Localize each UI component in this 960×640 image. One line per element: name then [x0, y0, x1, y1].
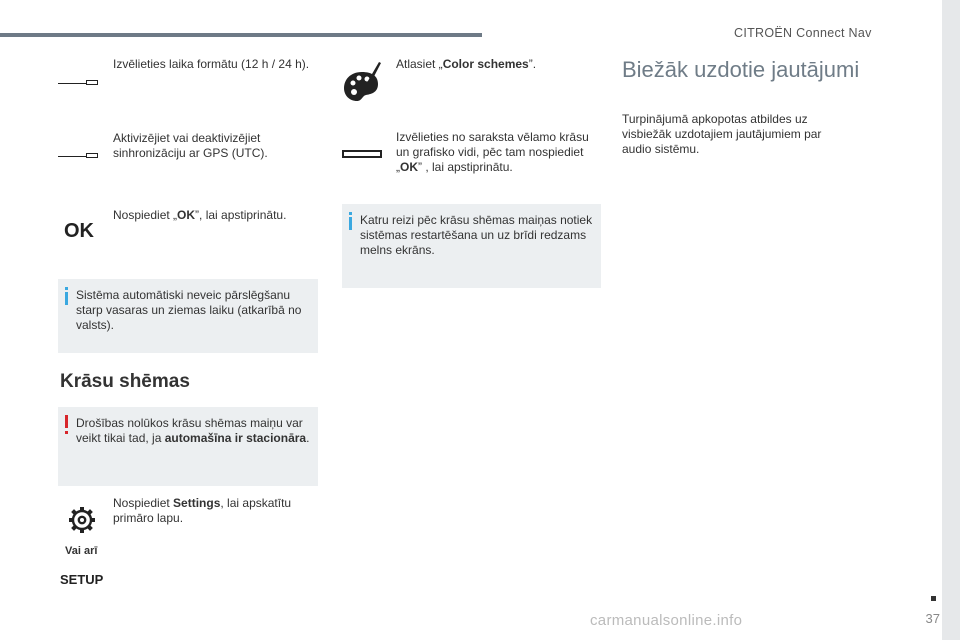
info-icon — [348, 212, 353, 230]
step-choose-from-list: Izvēlieties no saraksta vēlamo krāsu un grafisko vidi, pēc tam nospiediet „OK” , lai apstiprinātu. — [396, 130, 589, 174]
info-box-restart: Katru reizi pēc krāsu shēmas maiņas notiek sistēmas restartēšana un uz brīdi redzams melns ekrāns. — [342, 204, 601, 288]
top-rule — [0, 33, 482, 37]
page-marker — [931, 596, 936, 601]
step-gps-sync: Aktivizējiet vai deaktivizējiet sinhronizāciju ar GPS (UTC). — [113, 131, 268, 160]
or-label: Vai arī — [65, 545, 98, 557]
faq-title: Biežāk uzdotie jautājumi — [622, 57, 860, 82]
info-box-dst: Sistēma automātiski neveic pārslēgšanu starp vasaras un ziemas laiku (atkarībā no valsts). — [58, 279, 318, 353]
settings-gear-icon — [67, 505, 97, 535]
ok-button-icon: OK — [64, 220, 94, 242]
setup-button-label: SETUP — [60, 572, 104, 587]
step-settings: Nospiediet Settings, lai apskatītu primāro lapu. — [113, 496, 292, 525]
section-title-color-schemes: Krāsu shēmas — [60, 371, 190, 392]
page-number: 37 — [925, 611, 940, 626]
step-time-format: Izvēlieties laika formātu (12 h / 24 h). — [113, 57, 310, 71]
watermark: carmanualsonline.info — [590, 612, 743, 629]
side-strip — [942, 0, 960, 640]
step-confirm: Nospiediet „OK”, lai apstiprinātu. — [113, 208, 287, 222]
info-icon — [64, 287, 69, 305]
step-select-color-schemes: Atlasiet „Color schemes”. — [396, 57, 537, 71]
warning-box: Drošības nolūkos krāsu shēmas maiņu var veikt tikai tad, ja automašīna ir stacionāra. — [58, 407, 318, 486]
list-bar-icon — [342, 150, 382, 158]
page-header: CITROËN Connect Nav — [734, 26, 872, 40]
color-palette-icon — [342, 58, 382, 102]
warning-icon — [64, 415, 69, 435]
faq-intro: Turpinājumā apkopotas atbildes uz visbiežāk uzdotajiem jautājumiem par audio sistēmu. — [622, 112, 822, 156]
